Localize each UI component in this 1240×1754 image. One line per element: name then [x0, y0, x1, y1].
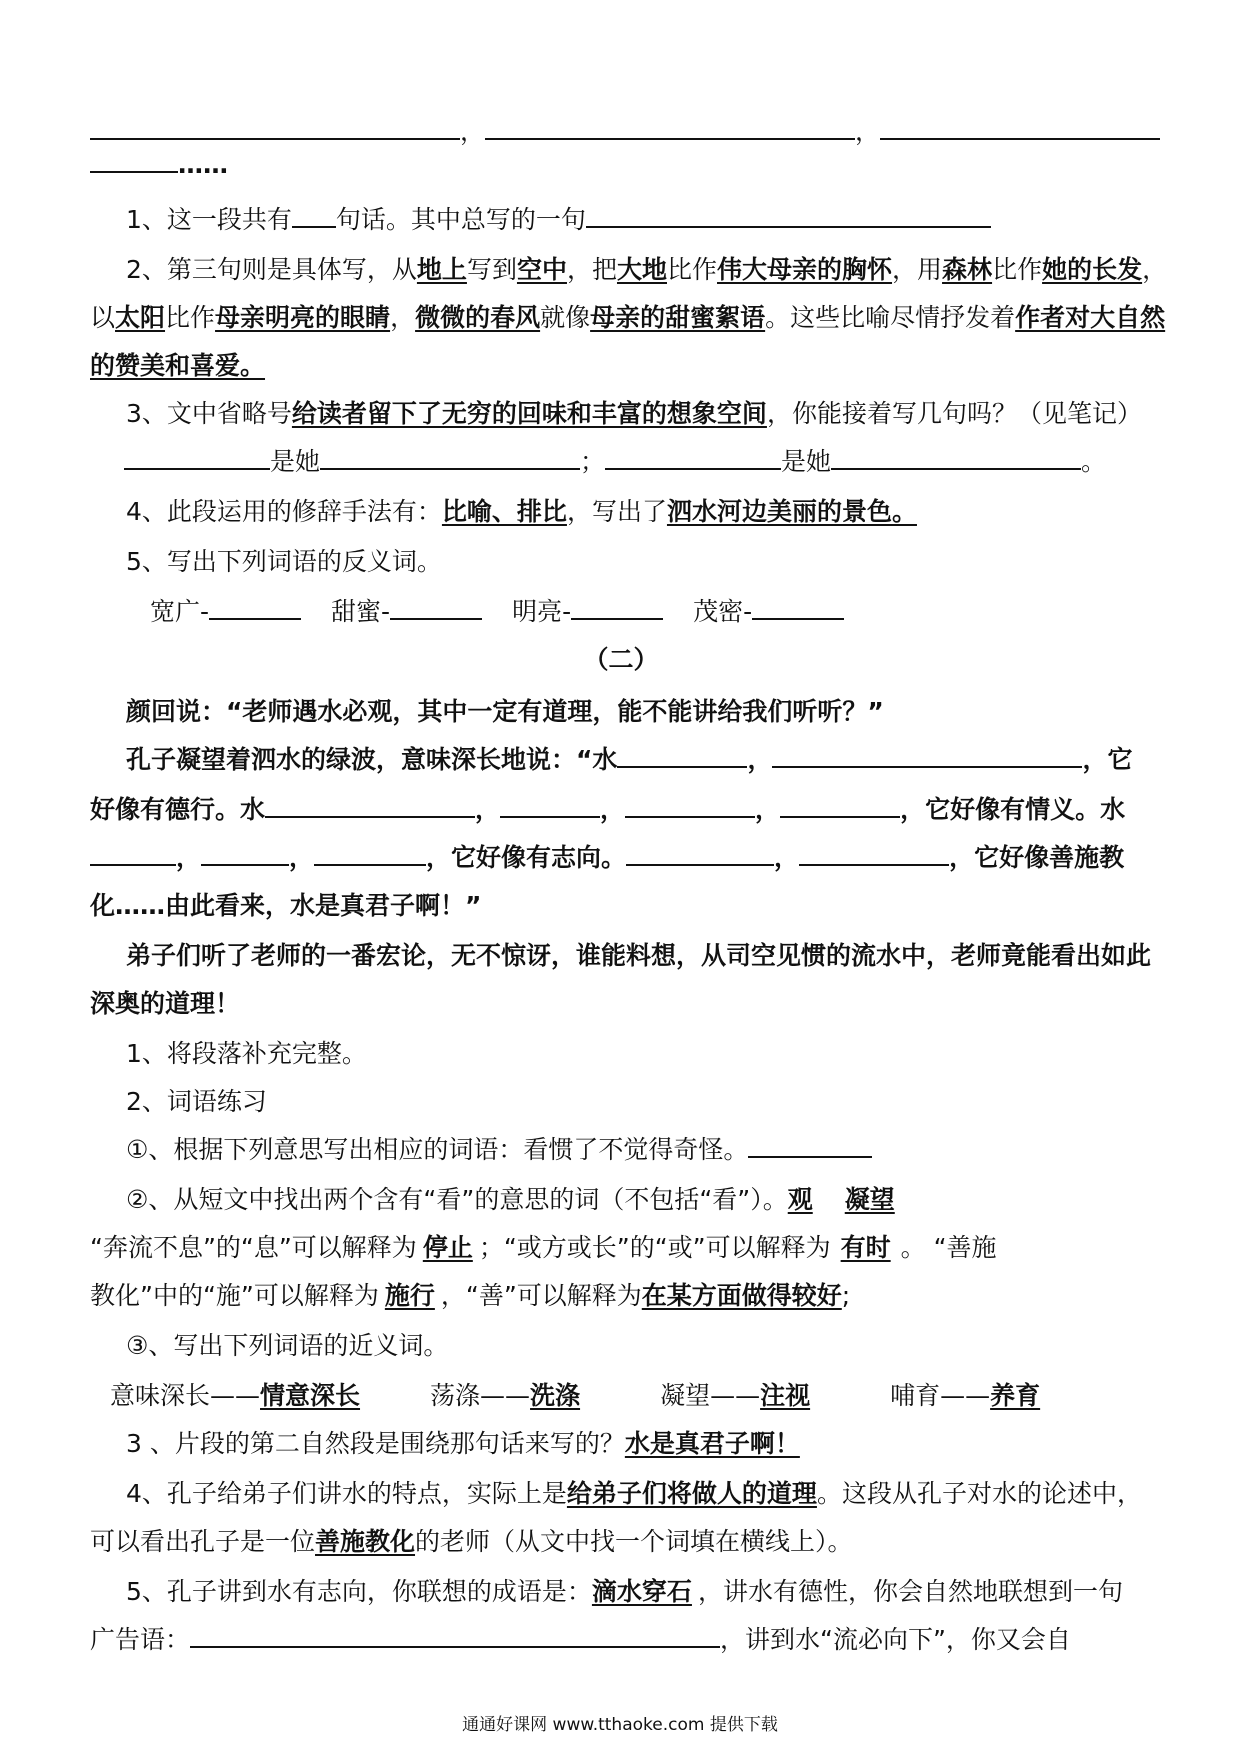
s2-question-2-3-cont: 教化”中的“施”可以解释为 施行 ，“善”可以解释为在某方面做得较好; — [90, 1281, 851, 1310]
answer: 给读者留下了无穷的回味和丰富的想象空间 — [291, 399, 767, 428]
blank-line[interactable] — [124, 467, 270, 470]
s2-question-5: 5、孔子讲到水有志向，你联想的成语是：滴水穿石 ，讲水有德性，你会自然地联想到一句 — [126, 1577, 1123, 1606]
passage-p4: ， ， ，它好像有志向。 ， ，它好像善施教 — [90, 838, 1152, 874]
answer: 施行 — [384, 1281, 435, 1310]
answer: 的赞美和喜爱。 — [90, 351, 266, 380]
question-2-line-3 — [90, 346, 1152, 382]
answer: 凝望 — [844, 1185, 895, 1214]
top-blank-row: ， ， — [90, 112, 1152, 148]
answer: 作者对大自然 — [1015, 303, 1166, 332]
question-2-line-2: 以太阳比作母亲明亮的眼睛，微微的春风就像母亲的甜蜜絮语。这些比喻尽情抒发着作者对大自然 — [90, 303, 1166, 332]
answer: 大地 — [616, 255, 667, 284]
blank-line[interactable] — [292, 225, 336, 228]
blank-line[interactable] — [265, 815, 475, 818]
answer: 有时 — [840, 1233, 891, 1262]
blank-line[interactable] — [571, 617, 663, 620]
blank-line[interactable] — [90, 170, 178, 173]
s2-question-2-3: “奔流不息”的“息”可以解释为 停止 ；“或方或长”的“或”可以解释为 有时 。 “善施 — [90, 1233, 997, 1262]
blank-line[interactable] — [772, 765, 1082, 768]
blank-line[interactable] — [201, 863, 289, 866]
s2-question-2: 2、词语练习 — [126, 1087, 267, 1116]
answer: 水是真君子啊！ — [624, 1429, 800, 1458]
blank-line[interactable] — [799, 863, 949, 866]
answer: 停止 — [422, 1233, 473, 1262]
s2-question-5-cont: 广告语： ，讲到水“流必向下”，你又会自 — [90, 1625, 1071, 1654]
blank-line[interactable] — [626, 863, 774, 866]
answer: 微微的春风 — [415, 303, 541, 332]
question-2-line-1: 2、第三句则是具体写，从地上写到空中，把大地比作伟大母亲的胸怀，用森林比作她的长发， — [126, 255, 1168, 284]
blank-line[interactable] — [586, 225, 991, 228]
question-1: 1、这一段共有 句话。其中总写的一句 — [90, 200, 1152, 236]
question-4: 4、此段运用的修辞手法有：比喻、排比，写出了泗水河边美丽的景色。 — [126, 497, 917, 526]
answer: 观 — [787, 1185, 813, 1214]
blank-line[interactable] — [831, 467, 1081, 470]
answer: 给弟子们将做人的道理 — [566, 1479, 817, 1508]
blank-line[interactable] — [209, 617, 301, 620]
blank-line[interactable] — [752, 617, 844, 620]
page-footer: 通通好课网 www.tthaoke.com 提供下载 — [462, 1715, 778, 1735]
blank-line[interactable] — [90, 137, 460, 140]
answer: 养育 — [990, 1381, 1041, 1410]
blank-line[interactable] — [90, 863, 176, 866]
passage-p1: 颜回说：“老师遇水必观，其中一定有道理，能不能讲给我们听听？” — [126, 697, 884, 726]
blank-line[interactable] — [880, 137, 1160, 140]
answer: 森林 — [942, 255, 993, 284]
s2-question-2-4: ③、写出下列词语的近义词。 — [126, 1331, 449, 1360]
answer: 空中 — [516, 255, 567, 284]
s2-question-2-1: ①、根据下列意思写出相应的词语：看惯了不觉得奇怪。 — [90, 1130, 1152, 1166]
s2-question-3: 3 、片段的第二自然段是围绕那句话来写的？水是真君子啊！ — [126, 1429, 800, 1458]
answer: 太阳 — [115, 303, 166, 332]
answer: 泗水河边美丽的景色。 — [666, 497, 917, 526]
answer: 善施教化 — [315, 1527, 416, 1556]
blank-line[interactable] — [500, 815, 600, 818]
blank-line[interactable] — [485, 137, 855, 140]
blank-line[interactable] — [390, 617, 482, 620]
ellipsis: …… — [178, 150, 228, 179]
blank-line[interactable] — [314, 863, 426, 866]
answer: 情意深长 — [260, 1381, 361, 1410]
blank-line[interactable] — [748, 1155, 872, 1158]
passage-p2: 孔子凝望着泗水的绿波，意味深长地说：“水 ， ，它 — [126, 745, 1133, 774]
blank-line[interactable] — [190, 1645, 720, 1648]
question-3-fill: 是她 ； 是她 。 — [90, 442, 1152, 478]
blank-line[interactable] — [625, 815, 755, 818]
s2-question-4: 4、孔子给弟子们讲水的特点，实际上是给弟子们将做人的道理。这段从孔子对水的论述中， — [126, 1479, 1142, 1508]
answer: 洗涤 — [530, 1381, 581, 1410]
top-blank-row-2 — [90, 150, 1152, 179]
answer: 比喻、排比 — [441, 497, 567, 526]
question-5: 5、写出下列词语的反义词。 — [126, 547, 442, 576]
passage-p6-cont: 深奥的道理！ — [90, 989, 241, 1018]
answer: 母亲明亮的眼睛 — [215, 303, 391, 332]
s2-question-4-cont: 可以看出孔子是一位善施教化的老师（从文中找一个词填在横线上）。 — [90, 1527, 853, 1556]
answer: 注视 — [760, 1381, 811, 1410]
blank-line[interactable] — [605, 467, 781, 470]
antonym-row: 宽广- 甜蜜- 明亮- 茂密- — [90, 592, 1152, 628]
answer: 滴水穿石 — [591, 1577, 692, 1606]
blank-line[interactable] — [780, 815, 900, 818]
answer: 伟大母亲的胸怀 — [717, 255, 893, 284]
section-title: （二） — [583, 645, 659, 674]
passage-p6: 弟子们听了老师的一番宏论，无不惊讶，谁能料想，从司空见惯的流水中，老师竟能看出如此 — [126, 941, 1152, 970]
blank-line[interactable] — [617, 765, 747, 768]
synonym-row: 意味深长——情意深长 荡涤——洗涤 凝望——注视 哺育——养育 — [110, 1381, 1041, 1410]
s2-question-1: 1、将段落补充完整。 — [126, 1039, 367, 1068]
question-3: 3、文中省略号给读者留下了无穷的回味和丰富的想象空间，你能接着写几句吗？（见笔记） — [126, 399, 1142, 428]
answer: 母亲的甜蜜絮语 — [590, 303, 766, 332]
s2-question-2-2: ②、从短文中找出两个含有“看”的意思的词（不包括“看”）。观 凝望 — [126, 1185, 895, 1214]
answer: 在某方面做得较好 — [641, 1281, 842, 1310]
passage-p5: 化……由此看来，水是真君子啊！” — [90, 891, 482, 920]
answer: 地上 — [416, 255, 467, 284]
passage-p3: 好像有德行。水 ， ， ， ，它好像有情义。水 — [90, 795, 1126, 824]
blank-line[interactable] — [320, 467, 580, 470]
answer: 她的长发 — [1042, 255, 1143, 284]
